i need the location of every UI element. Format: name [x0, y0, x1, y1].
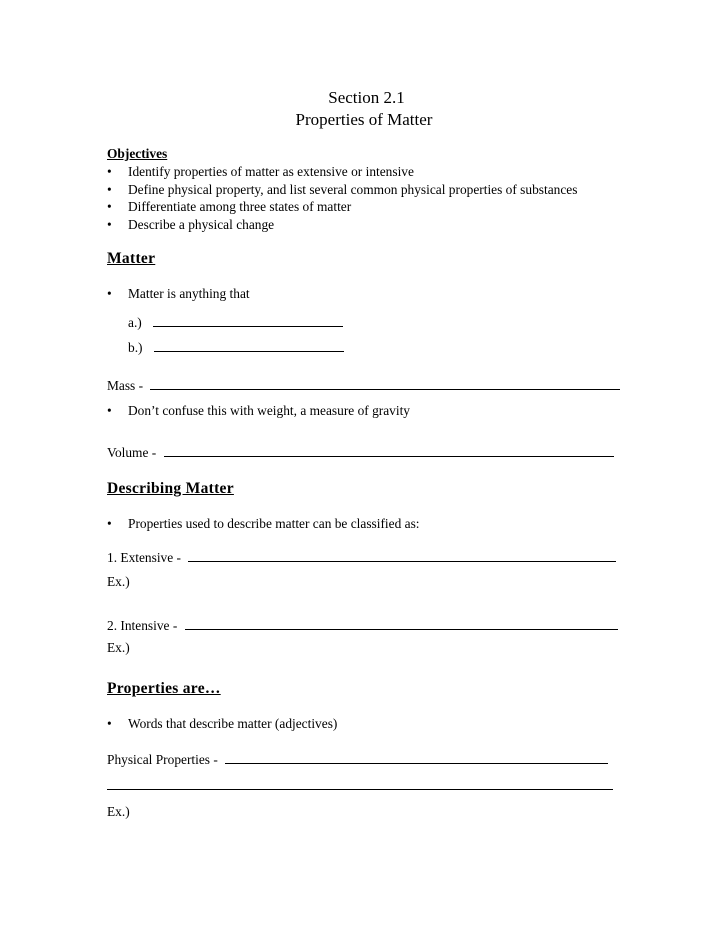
volume-label: Volume -: [107, 445, 157, 460]
bullet-icon: •: [107, 403, 112, 418]
answer-line-b[interactable]: [154, 339, 344, 352]
matter-blank-a: [128, 314, 343, 331]
objective-item: Define physical property, and list several common physical properties of substances: [128, 182, 578, 197]
sub-label-b: b.): [128, 340, 143, 355]
answer-line-a[interactable]: [153, 314, 343, 327]
extensive-example-label: Ex.): [107, 574, 130, 589]
intensive-answer-line[interactable]: [185, 617, 618, 630]
physical-properties-answer-line[interactable]: [225, 751, 608, 764]
bullet-icon: •: [107, 516, 112, 531]
mass-note: Don’t confuse this with weight, a measure of gravity: [128, 403, 411, 418]
matter-heading: Matter: [107, 250, 156, 267]
objectives-heading: Objectives: [107, 146, 168, 161]
bullet-icon: •: [107, 286, 112, 301]
intensive-example-label: Ex.): [107, 640, 130, 655]
objective-item: Describe a physical change: [128, 217, 275, 232]
physical-properties-continuation-line[interactable]: [107, 789, 613, 790]
properties-heading: Properties are…: [107, 680, 221, 697]
mass-label: Mass -: [107, 378, 144, 393]
mass-answer-line[interactable]: [150, 377, 620, 390]
objective-item: Differentiate among three states of matter: [128, 199, 352, 214]
page-title: Properties of Matter: [295, 110, 433, 129]
extensive-answer-line[interactable]: [188, 549, 616, 562]
bullet-icon: •: [107, 217, 112, 232]
sub-label-a: a.): [128, 315, 142, 330]
bullet-icon: •: [107, 182, 112, 197]
objective-item: Identify properties of matter as extensive or intensive: [128, 164, 414, 179]
bullet-icon: •: [107, 716, 112, 731]
section-number: Section 2.1: [328, 88, 405, 107]
classification-prompt: Properties used to describe matter can be classified as:: [128, 516, 420, 531]
matter-definition-prompt: Matter is anything that: [128, 286, 250, 301]
extensive-label: 1. Extensive -: [107, 550, 182, 565]
physical-properties-label: Physical Properties -: [107, 752, 218, 767]
physical-properties-row: [107, 751, 608, 768]
physical-properties-example-label: Ex.): [107, 804, 130, 819]
bullet-icon: •: [107, 164, 112, 179]
intensive-label: 2. Intensive -: [107, 618, 178, 633]
describing-matter-heading: Describing Matter: [107, 480, 234, 497]
intensive-row: [107, 617, 618, 634]
properties-description: Words that describe matter (adjectives): [128, 716, 338, 731]
volume-answer-line[interactable]: [164, 444, 614, 457]
bullet-icon: •: [107, 199, 112, 214]
mass-row: [107, 377, 620, 394]
extensive-row: [107, 549, 616, 566]
volume-row: [107, 444, 614, 461]
matter-blank-b: [128, 339, 344, 356]
